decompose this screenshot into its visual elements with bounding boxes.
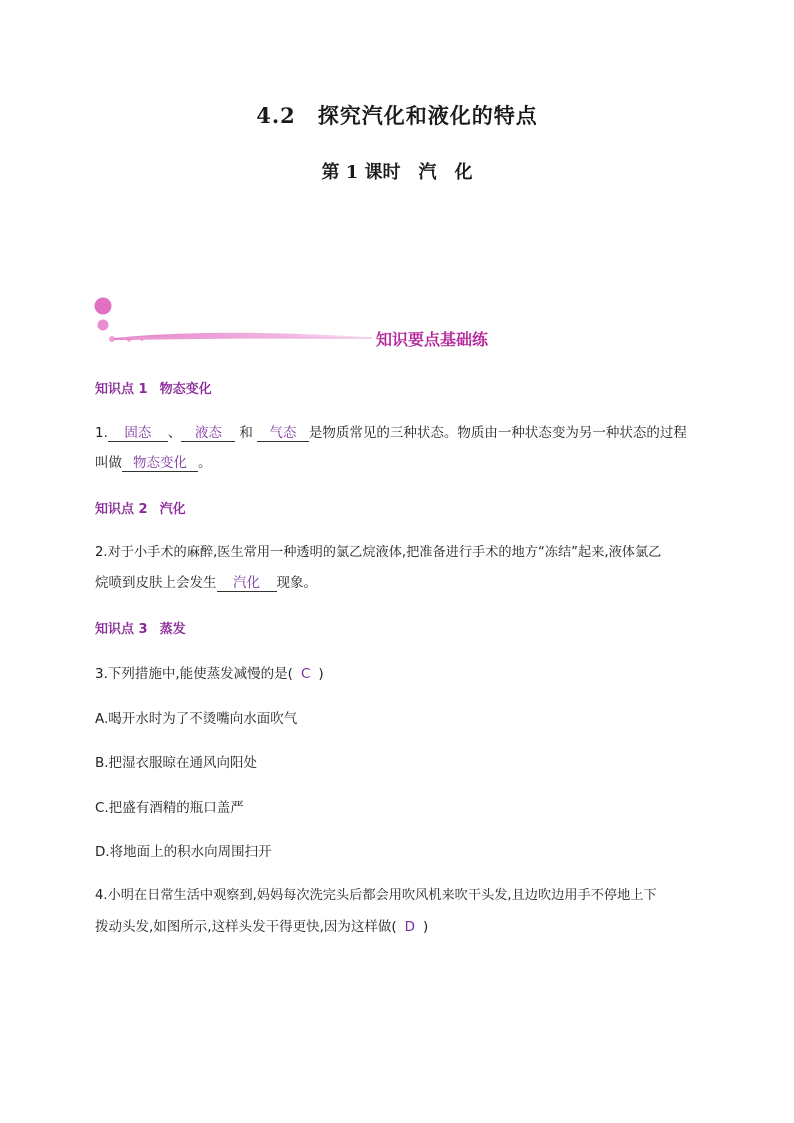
q3-option-a: A.喝开水时为了不烫嘴向水面吹气 xyxy=(95,711,298,727)
q4-answer: D xyxy=(404,919,416,935)
question-2-line-2: 烷喷到皮肤上会发生 汽化 现象。 xyxy=(95,571,317,592)
q3-option-b: B.把湿衣服晾在通风向阳处 xyxy=(95,755,258,771)
page-title: 4.2 探究汽化和液化的特点 xyxy=(256,103,538,128)
q1-blank-3: 气态 xyxy=(257,421,309,442)
section-2-heading: 知识点 2 汽化 xyxy=(95,502,186,517)
q3-answer: C xyxy=(300,666,311,682)
q2-blank: 汽化 xyxy=(217,571,277,592)
question-4-line-2: 拨动头发,如图所示,这样头发干得更快,因为这样做( D ) xyxy=(95,919,429,935)
question-3-stem: 3.下列措施中,能使蒸发减慢的是( C ) xyxy=(95,666,324,682)
banner-label: 知识要点基础练 xyxy=(376,330,489,349)
q1-blank-1: 固态 xyxy=(108,421,168,442)
section-3-heading: 知识点 3 蒸发 xyxy=(95,622,186,637)
question-4-line-1: 4.小明在日常生活中观察到,妈妈每次洗完头后都会用吹风机来吹干头发,且边吹边用手不停地上下 xyxy=(95,888,657,903)
q3-option-c: C.把盛有酒精的瓶口盖严 xyxy=(95,800,244,816)
banner-dot-large xyxy=(95,298,112,315)
q1-blank-4: 物态变化 xyxy=(122,451,198,472)
q3-option-d: D.将地面上的积水向周围扫开 xyxy=(95,844,272,860)
banner-dot-medium xyxy=(98,320,109,331)
lesson-subtitle: 第 1 课时 汽 化 xyxy=(321,162,473,183)
question-1-line-2: 叫做 物态变化 。 xyxy=(95,451,212,472)
banner-bar xyxy=(114,333,367,340)
question-2-line-1: 2.对于小手术的麻醉,医生常用一种透明的氯乙烷液体,把准备进行手术的地方“冻结”起来,液体氯乙 xyxy=(95,545,662,560)
q1-blank-2: 液态 xyxy=(181,421,235,442)
question-1-line-1: 1. 固态 、 液态 和 气态 是物质常见的三种状态。物质由一种状态变为另一种状态的过程 xyxy=(95,421,687,442)
section-1-heading: 知识点 1 物态变化 xyxy=(95,382,212,397)
